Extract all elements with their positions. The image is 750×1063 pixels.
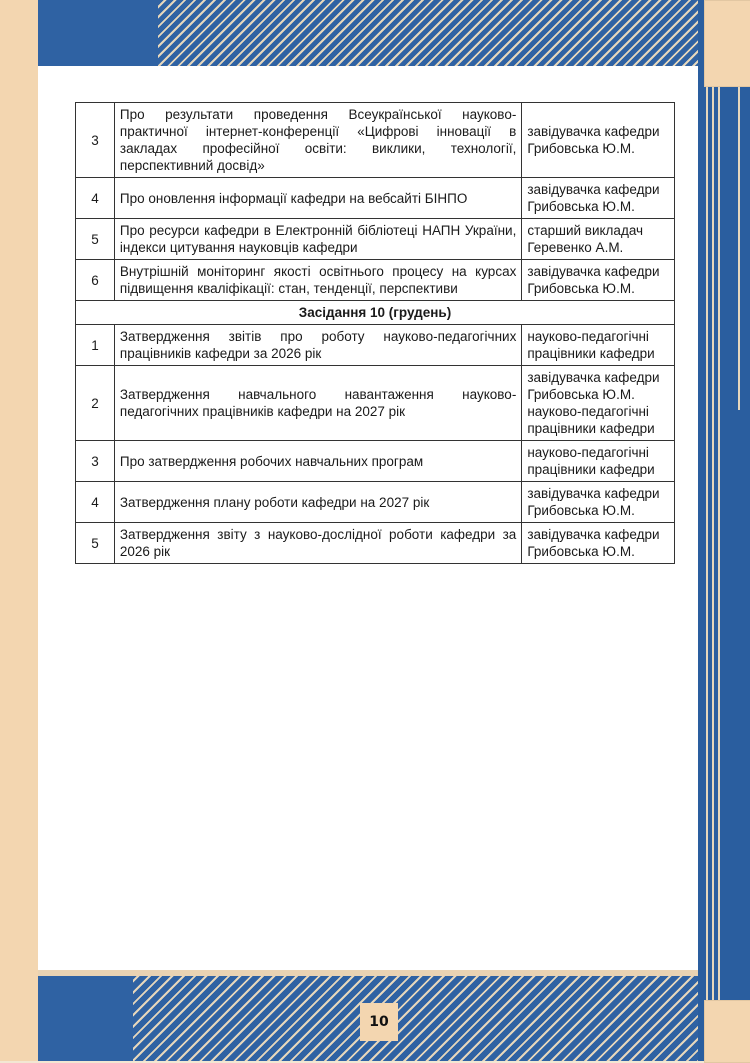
row-topic: Про результати проведення Всеукраїнської науково-практичної інтернет-конференції «Цифрові інновації в закладах професійної освіти: виклики, технології, перспективний досвід» bbox=[114, 103, 521, 178]
row-topic: Про ресурси кафедри в Електронній бібліотеці НАПН України, індекси цитування науковців кафедри bbox=[114, 219, 521, 260]
page-number: 10 bbox=[360, 1003, 398, 1041]
left-frame-border bbox=[0, 0, 38, 1061]
table-row bbox=[76, 103, 675, 178]
table-row bbox=[76, 178, 675, 219]
row-responsible: завідувачка кафедри Грибовська Ю.М. науково-педагогічні працівники кафедри bbox=[522, 366, 675, 441]
table-row bbox=[76, 366, 675, 441]
row-topic: Затвердження звіту з науково-дослідної роботи кафедри за 2026 рік bbox=[114, 523, 521, 564]
row-topic: Затвердження плану роботи кафедри на 2027 рік bbox=[114, 482, 521, 523]
row-number: 1 bbox=[76, 325, 115, 366]
row-topic: Внутрішній моніторинг якості освітнього процесу на курсах підвищення кваліфікації: стан, тенденції, перспективи bbox=[114, 260, 521, 301]
row-number: 3 bbox=[76, 441, 115, 482]
row-number: 3 bbox=[76, 103, 115, 178]
table-row bbox=[76, 523, 675, 564]
row-number: 2 bbox=[76, 366, 115, 441]
row-number: 4 bbox=[76, 482, 115, 523]
row-responsible: науково-педагогічні працівники кафедри bbox=[522, 441, 675, 482]
row-number: 5 bbox=[76, 523, 115, 564]
top-right-corner-ornament bbox=[704, 0, 750, 87]
table-row bbox=[76, 219, 675, 260]
row-topic: Про оновлення інформації кафедри на вебсайті БІНПО bbox=[114, 178, 521, 219]
row-responsible: завідувачка кафедри Грибовська Ю.М. bbox=[522, 103, 675, 178]
row-topic: Затвердження звітів про роботу науково-педагогічних працівників кафедри за 2026 рік bbox=[114, 325, 521, 366]
row-number: 5 bbox=[76, 219, 115, 260]
row-responsible: завідувачка кафедри Грибовська Ю.М. bbox=[522, 260, 675, 301]
row-number: 6 bbox=[76, 260, 115, 301]
meeting-plan-table bbox=[75, 102, 675, 564]
top-decorative-band bbox=[38, 0, 698, 66]
row-responsible: завідувачка кафедри Грибовська Ю.М. bbox=[522, 178, 675, 219]
row-responsible: завідувачка кафедри Грибовська Ю.М. bbox=[522, 482, 675, 523]
table-row bbox=[76, 260, 675, 301]
row-responsible: завідувачка кафедри Грибовська Ю.М. bbox=[522, 523, 675, 564]
table-row bbox=[76, 441, 675, 482]
row-topic: Затвердження навчального навантаження науково-педагогічних працівників кафедри на 2027 рік bbox=[114, 366, 521, 441]
section-header-row bbox=[76, 301, 675, 325]
section-title: Засідання 10 (грудень) bbox=[76, 301, 675, 325]
table-row bbox=[76, 482, 675, 523]
row-topic: Про затвердження робочих навчальних програм bbox=[114, 441, 521, 482]
table-row bbox=[76, 325, 675, 366]
bottom-right-corner-ornament bbox=[704, 1000, 750, 1063]
row-responsible: старший викладач Геревенко А.М. bbox=[522, 219, 675, 260]
document-page bbox=[38, 66, 698, 970]
row-number: 4 bbox=[76, 178, 115, 219]
row-responsible: науково-педагогічні працівники кафедри bbox=[522, 325, 675, 366]
right-decorative-band bbox=[698, 0, 750, 1061]
